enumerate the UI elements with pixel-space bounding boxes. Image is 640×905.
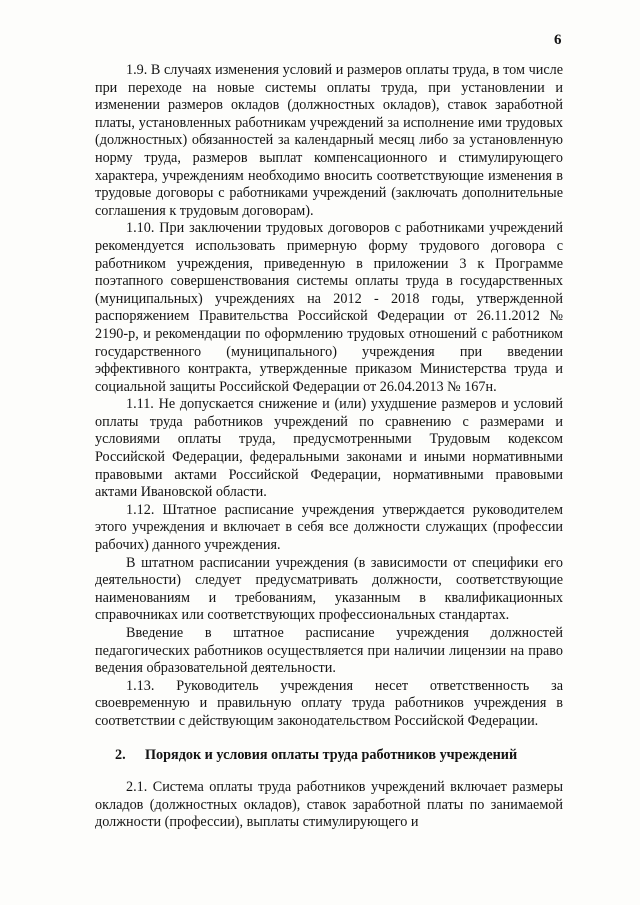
paragraph-pedagogical-positions: Введение в штатное расписание учреждения должностей педагогических работников осуществляется при наличии лицензии на право ведения образовательной деятельности.: [95, 625, 563, 677]
paragraph-1-9: 1.9. В случаях изменения условий и размеров оплаты труда, в том числе при переходе на новые системы оплаты труда, при установлении и изменении размеров окладов (должностных окладов), ставок заработной платы, установленных работникам учреждений за исполнение ими трудовых (должностных) обязанностей за календарный месяц либо за установленную норму труда, размеров выплат компенсационного и стимулирующего характера, учреждениям необходимо вносить соответствующие изменения в трудовые договоры с работниками учреждений (заключать дополнительные соглашения к трудовым договорам).: [95, 62, 563, 219]
paragraph-1-11: 1.11. Не допускается снижение и (или) ухудшение размеров и условий оплаты труда работников учреждений по сравнению с размерами и условиями оплаты труда, предусмотренными Трудовым кодексом Российской Федерации, федеральными законами и иными нормативными правовыми актами Российской Федерации, нормативными правовыми актами Ивановской области.: [95, 396, 563, 501]
document-body: [95, 62, 563, 832]
section-heading-number: 2.: [115, 746, 126, 763]
paragraph-1-10: 1.10. При заключении трудовых договоров с работниками учреждений рекомендуется использовать примерную форму трудового договора с работником учреждения, приведенную в приложении 3 к Программе поэтапного совершенствования системы оплаты труда в государственных (муниципальных) учреждениях на 2012 - 2018 годы, утвержденной распоряжением Правительства Российской Федерации от 26.11.2012 № 2190-р, и рекомендации по оформлению трудовых отношений с работником государственного (муниципального) учреждения при введении эффективного контракта, утвержденные приказом Министерства труда и социальной защиты Российской Федерации от 26.04.2013 № 167н.: [95, 220, 563, 395]
page-number: 6: [554, 32, 562, 48]
paragraph-staff-schedule: В штатном расписании учреждения (в зависимости от специфики его деятельности) следует предусматривать должности, соответствующие наименованиям и требованиям, указанным в квалификационных справочниках или соответствующих профессиональных стандартах.: [95, 554, 563, 624]
paragraph-1-12: 1.12. Штатное расписание учреждения утверждается руководителем этого учреждения и включает в себя все должности служащих (профессии рабочих) данного учреждения.: [95, 501, 563, 554]
paragraph-2-1: 2.1. Система оплаты труда работников учреждений включает размеры окладов (должностных окладов), ставок заработной платы по занимаемой должности (профессии), выплаты стимулирующего и: [95, 779, 563, 831]
section-heading: [95, 747, 563, 765]
section-heading-title: Порядок и условия оплаты труда работников учреждений: [145, 746, 518, 763]
paragraph-1-13: 1.13. Руководитель учреждения несет ответственность за своевременную и правильную оплату труда работников учреждения в соответствии с действующим законодательством Российской Федерации.: [95, 677, 563, 729]
